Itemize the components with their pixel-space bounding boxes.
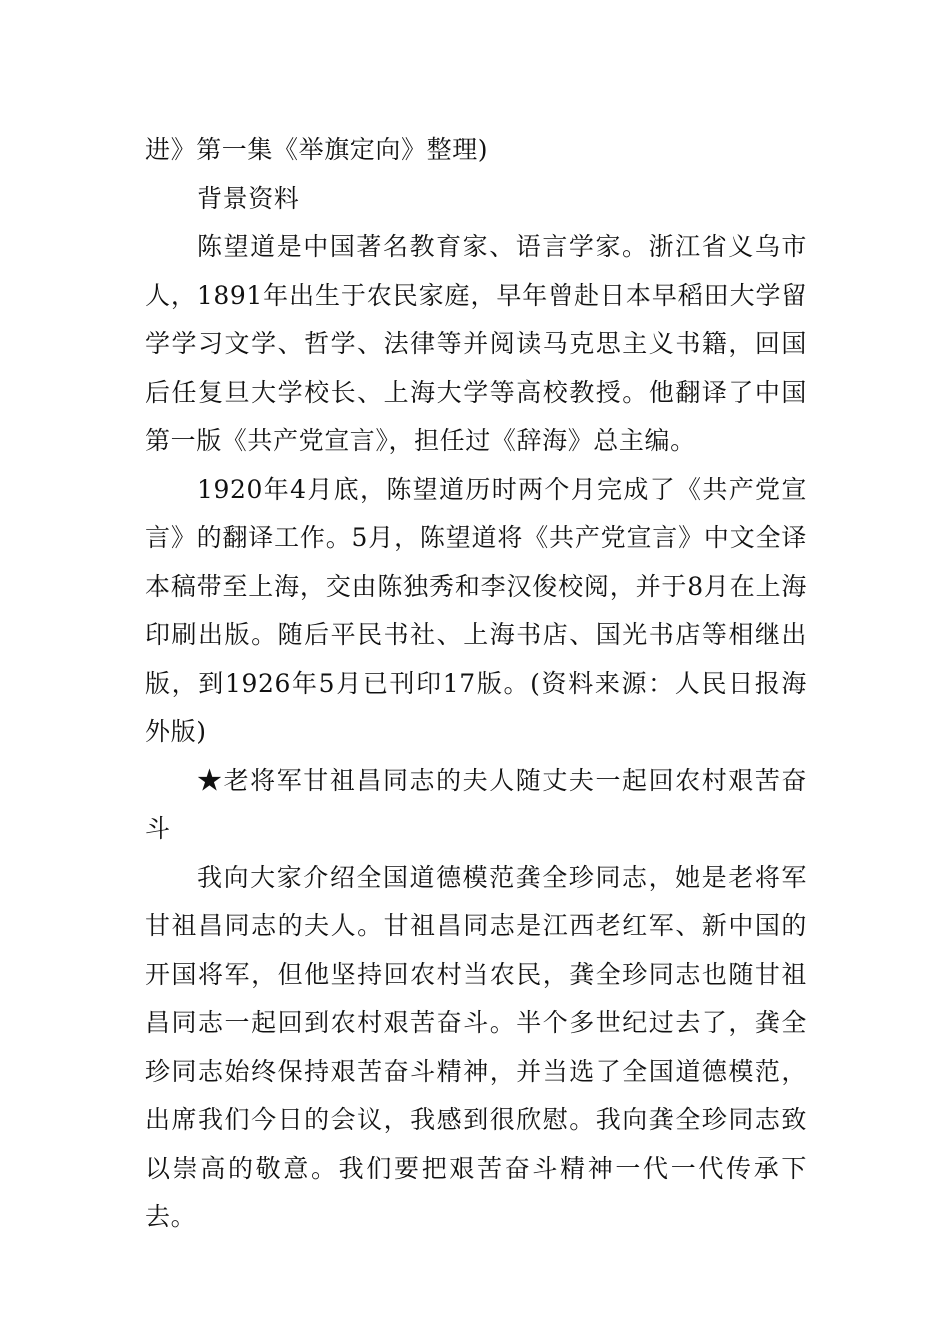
section-heading-star: ★老将军甘祖昌同志的夫人随丈夫一起回农村艰苦奋斗 xyxy=(145,765,807,843)
section-heading-background: 背景资料 xyxy=(197,183,300,213)
paragraph-continuation: 进》第一集《举旗定向》整理) xyxy=(145,135,489,164)
paragraph-chen-wangdao-bio: 陈望道是中国著名教育家、语言学家。浙江省义乌市人，1891年出生于农民家庭，早年曾赴日本早稻田大学留学学习文学、哲学、法律等并阅读马克思主义书籍，回国后任复旦大学校长、上海大学等高校教授。他翻译了中国第一版《共产党宣言》，担任过《辞海》总主编。 xyxy=(145,232,807,455)
paragraph-gong-quanzhen: 我向大家介绍全国道德模范龚全珍同志，她是老将军甘祖昌同志的夫人。甘祖昌同志是江西老红军、新中国的开国将军，但他坚持回农村当农民，龚全珍同志也随甘祖昌同志一起回到农村艰苦奋斗。半个多世纪过去了，龚全珍同志始终保持艰苦奋斗精神，并当选了全国道德模范，出席我们今日的会议，我感到很欣慰。我向龚全珍同志致以崇高的敬意。我们要把艰苦奋斗精神一代一代传承下去。 xyxy=(145,862,807,1231)
document-page xyxy=(145,126,807,1242)
paragraph-manifesto-translation: 1920年4月底，陈望道历时两个月完成了《共产党宣言》的翻译工作。5月，陈望道将《共产党宣言》中文全译本稿带至上海，交由陈独秀和李汉俊校阅，并于8月在上海印刷出版。随后平民书社、上海书店、国光书店等相继出版，到1926年5月已刊印17版。(资料来源：人民日报海外版) xyxy=(145,474,807,746)
